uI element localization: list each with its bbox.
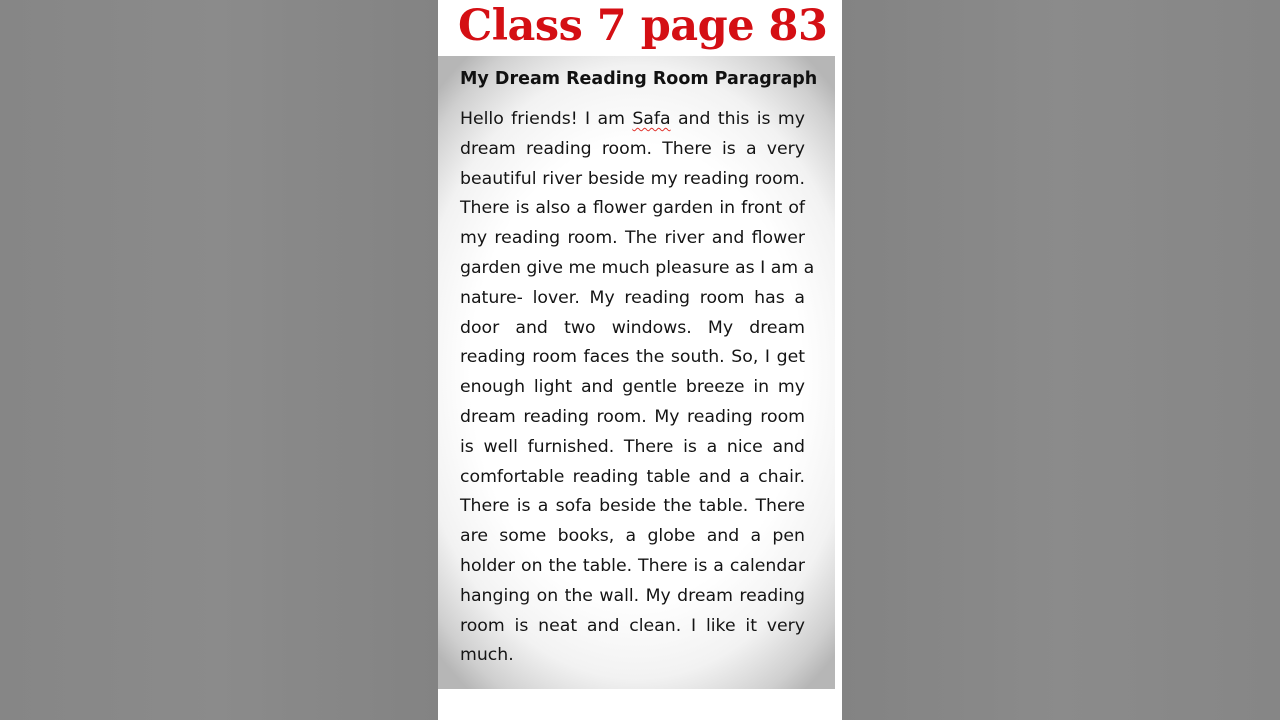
paragraph-line: is well furnished. There is a nice and — [460, 436, 805, 457]
document-page — [438, 56, 835, 689]
blurred-background-right — [842, 0, 1280, 720]
video-frame — [438, 0, 842, 720]
paragraph-line: dream reading room. My reading room — [460, 406, 805, 427]
paragraph-line: There is also a flower garden in front of — [460, 198, 805, 219]
paragraph-line: Hello friends! I am Safa and this is my — [460, 109, 805, 129]
paragraph-line: much. — [460, 645, 514, 666]
paragraph-line: There is a sofa beside the table. There — [460, 496, 805, 517]
paragraph-body — [460, 105, 815, 671]
paragraph-line: my reading room. The river and flower — [460, 228, 805, 249]
paragraph-line: hanging on the wall. My dream reading — [460, 585, 805, 606]
document-heading: My Dream Reading Room Paragraph — [460, 69, 818, 89]
paragraph-line: garden give me much pleasure as I am a — [460, 257, 815, 278]
paragraph-line: door and two windows. My dream — [460, 317, 805, 338]
spellcheck-underlined-word: Safa — [632, 109, 671, 129]
blurred-background-left — [0, 0, 438, 720]
paragraph-line: holder on the table. There is a calendar — [460, 555, 805, 576]
paragraph-line: enough light and gentle breeze in my — [460, 377, 805, 398]
paragraph-line: reading room faces the south. So, I get — [460, 347, 805, 368]
paragraph-line: nature- lover. My reading room has a — [460, 287, 805, 308]
paragraph-line: are some books, a globe and a pen — [460, 526, 805, 547]
paragraph-line: comfortable reading table and a chair. — [460, 466, 805, 487]
paragraph-line: dream reading room. There is a very — [460, 138, 805, 159]
paragraph-line: beautiful river beside my reading room. — [460, 168, 805, 189]
page-title: Class 7 page 83 — [458, 1, 828, 51]
paragraph-line: room is neat and clean. I like it very — [460, 615, 805, 636]
